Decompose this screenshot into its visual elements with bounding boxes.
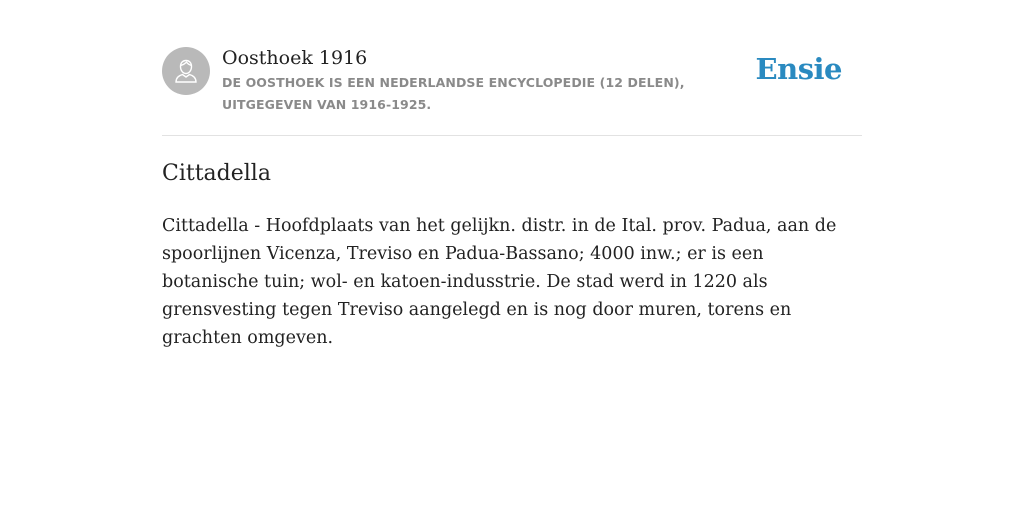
source-title[interactable]: Oosthoek 1916 <box>222 47 368 69</box>
source-description: DE OOSTHOEK IS EEN NEDERLANDSE ENCYCLOPEDIE (12 DELEN), UITGEGEVEN VAN 1916-1925. <box>222 75 685 112</box>
avatar <box>162 47 210 95</box>
ensie-logo-link[interactable]: Ensie <box>755 52 842 86</box>
page-container <box>162 0 862 348</box>
source-header <box>162 0 862 136</box>
source-info <box>222 45 762 116</box>
entry-title: Cittadella <box>162 161 271 186</box>
user-silhouette-icon <box>171 56 201 86</box>
entry-body: Cittadella - Hoofdplaats van het gelijkn. distr. in de Ital. prov. Padua, aan de spoorlijnen Vicenza, Treviso en Padua-Bassano; 4000 inw.; er is een botanische tuin; wol- en katoen-indusstrie. De stad werd in 1220 als grensvesting tegen Treviso aangelegd en is nog door muren, torens en grachten omgeven. <box>162 216 837 348</box>
